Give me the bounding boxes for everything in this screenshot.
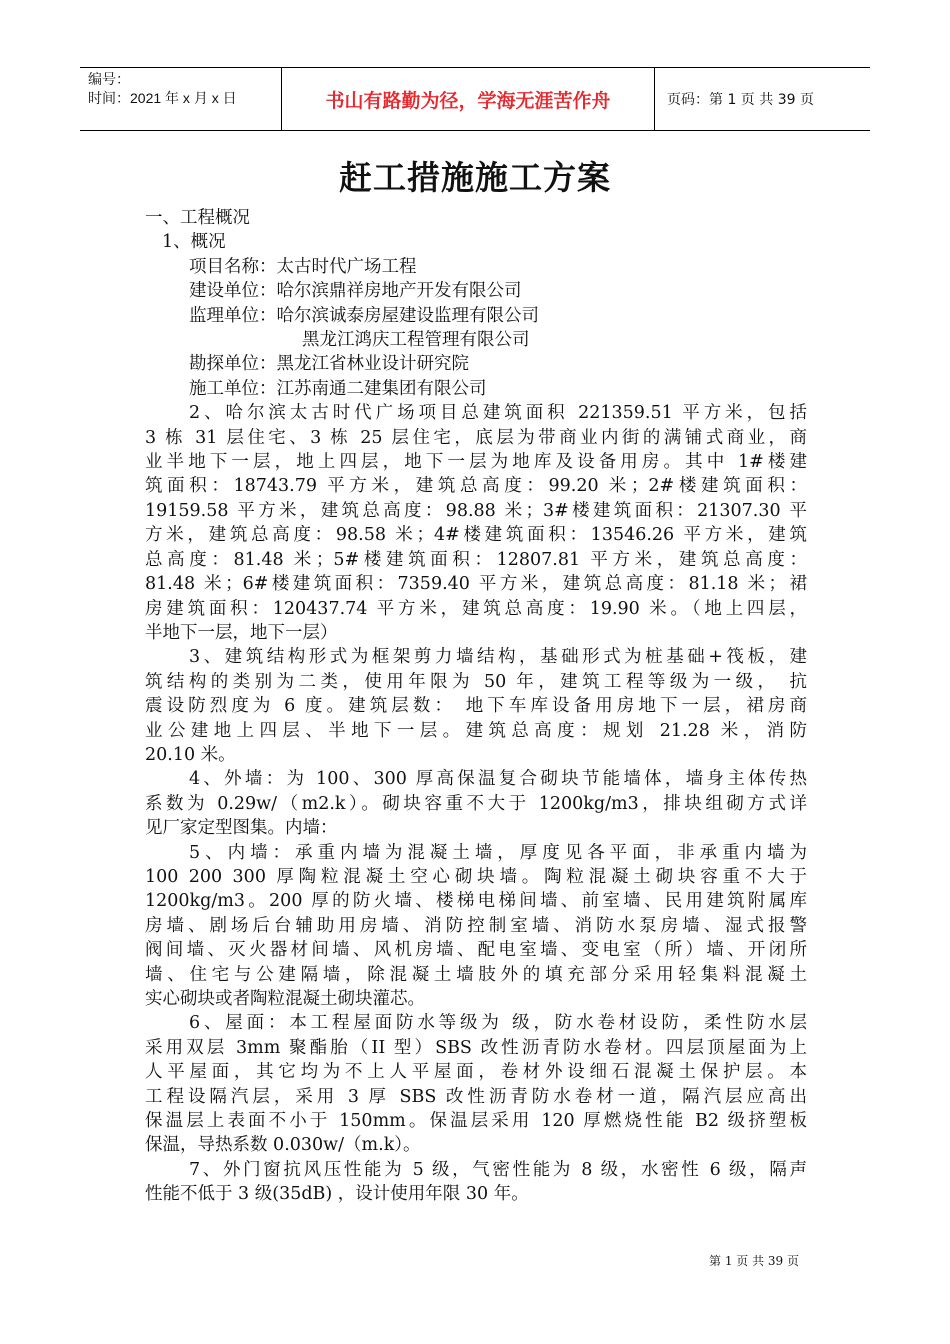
paragraph-line: 房墙、剧场后台辅助用房墙、消防控制室墙、消防水泵房墙、湿式报警 (145, 915, 807, 936)
paragraph-line: 筑面积：18743.79 平方米，建筑总高度：99.20 米；2#楼建筑面积： (145, 476, 807, 497)
page-header (80, 67, 870, 131)
paragraph-line: 房建筑面积：120437.74 平方米，建筑总高度：19.90 米。（地上四层， (145, 598, 807, 619)
document-code-label: 编号： (88, 71, 130, 87)
document-date: 时间：2021 年 x 月 x 日 (88, 90, 237, 106)
builder-unit: 建设单位：哈尔滨鼎祥房地产开发有限公司 (189, 281, 522, 302)
paragraph-line: 总高度：81.48 米；5#楼建筑面积：12807.81 平方米，建筑总高度： (145, 549, 807, 570)
subsection-heading: 1、概况 (162, 232, 226, 253)
section-heading: 一、工程概况 (145, 208, 250, 228)
header-motto: 书山有路勤为径，学海无涯苦作舟 (282, 68, 655, 130)
paragraph-line: 采用双层 3mm 聚酯胎（II 型）SBS 改性沥青防水卷材。四层顶屋面为上 (145, 1037, 807, 1058)
document-title: 赶工措施施工方案 (339, 158, 611, 197)
paragraph-line: 筑结构的类别为二类，使用年限为 50 年，建筑工程等级为一级， 抗 (145, 671, 807, 692)
header-page-number: 页码：第 1 页 共 39 页 (667, 92, 814, 108)
paragraph-line: 7、外门窗抗风压性能为 5 级，气密性能为 8 级，水密性 6 级，隔声 (189, 1159, 807, 1180)
paragraph-line: 性能不低于 3 级(35dB) ，设计使用年限 30 年。 (145, 1184, 529, 1205)
paragraph-line: 阀间墙、灭火器材间墙、风机房墙、配电室墙、变电室（所）墙、开闭所 (145, 940, 807, 961)
paragraph-line: 人平屋面，其它均为不上人平屋面，卷材外设细石混凝土保护层。本 (145, 1062, 807, 1083)
paragraph-line: 20.10 米。 (145, 744, 236, 765)
page-footer: 第 1 页 共 39 页 (709, 1254, 799, 1268)
supervisor-unit: 监理单位：哈尔滨诚泰房屋建设监理有限公司 (189, 305, 539, 326)
paragraph-line: 业半地下一层，地上四层，地下一层为地库及设备用房。其中 1#楼建 (145, 452, 807, 473)
paragraph-line: 方米，建筑总高度：98.58 米；4#楼建筑面积：13546.26 平方米，建筑 (145, 525, 807, 546)
paragraph-line: 见厂家定型图集。内墙： (145, 818, 338, 839)
paragraph-line: 3、建筑结构形式为框架剪力墙结构，基础形式为桩基础+筏板，建 (189, 647, 807, 668)
paragraph-line: 墙、住宅与公建隔墙，除混凝土墙肢外的填充部分采用轻集料混凝土 (145, 964, 807, 985)
paragraph-line: 业公建地上四层、半地下一层。建筑总高度：规划 21.28 米，消防 (145, 720, 807, 741)
paragraph-line: 系数为 0.29w/（m2.k）。砌块容重不大于 1200kg/m3，排块组砌方式详 (145, 793, 807, 814)
paragraph-line: 2、哈尔滨太古时代广场项目总建筑面积 221359.51 平方米，包括 (189, 403, 807, 424)
construction-unit: 施工单位：江苏南通二建集团有限公司 (189, 378, 487, 399)
paragraph-line: 实心砌块或者陶粒混凝土砌块灌芯。 (145, 989, 425, 1009)
document-body (145, 206, 807, 1207)
paragraph-line: 4、外墙：为 100、300 厚高保温复合砌块节能墙体，墙身主体传热 (189, 769, 807, 790)
paragraph-area (145, 401, 807, 1206)
paragraph-line: 半地下一层，地下一层） (145, 622, 338, 643)
survey-unit: 勘探单位：黑龙江省林业设计研究院 (189, 354, 469, 375)
paragraph-line: 100 200 300 厚陶粒混凝土空心砌块墙。陶粒混凝土砌块容重不大于 (145, 866, 807, 887)
project-name: 项目名称：太古时代广场工程 (189, 256, 417, 277)
paragraph-line: 3 栋 31 层住宅、3 栋 25 层住宅，底层为带商业内街的满铺式商业，商 (145, 427, 807, 448)
paragraph-line: 保温层上表面不小于 150mm。保温层采用 120 厚燃烧性能 B2 级挤塑板 (145, 1111, 807, 1132)
paragraph-line: 保温，导热系数 0.030w/（m.k）。 (145, 1135, 421, 1156)
paragraph-line: 5、内墙：承重内墙为混凝土墙，厚度见各平面，非承重内墙为 (189, 842, 807, 863)
paragraph-line: 震设防烈度为 6 度。建筑层数： 地下车库设备用房地下一层，裙房商 (145, 696, 807, 717)
paragraph-line: 1200kg/m3。200 厚的防火墙、楼梯电梯间墙、前室墙、民用建筑附属库 (145, 891, 807, 912)
paragraph-line: 6、屋面：本工程屋面防水等级为 级，防水卷材设防，柔性防水层 (189, 1013, 807, 1034)
supervisor-unit-2: 黑龙江鸿庆工程管理有限公司 (302, 330, 530, 351)
paragraph-line: 工程设隔汽层，采用 3 厚 SBS 改性沥青防水卷材一道，隔汽层应高出 (145, 1086, 807, 1107)
header-meta (80, 68, 282, 130)
paragraph-line: 81.48 米；6#楼建筑面积：7359.40 平方米，建筑总高度：81.18 米；裙 (145, 574, 807, 595)
paragraph-line: 19159.58 平方米，建筑总高度：98.88 米；3#楼建筑面积：21307.30 平 (145, 500, 807, 521)
